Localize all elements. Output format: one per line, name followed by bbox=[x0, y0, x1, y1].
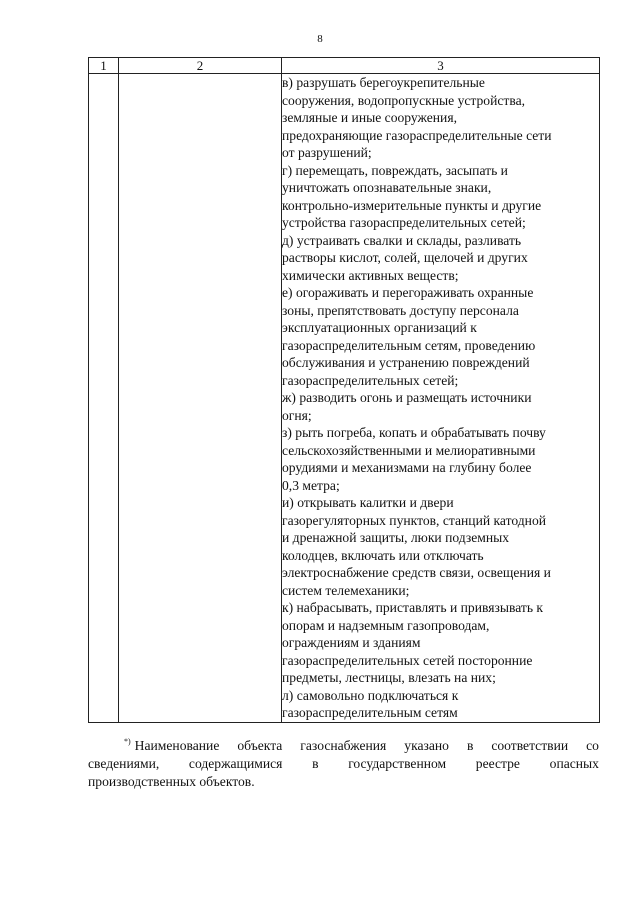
footnote-word: соответствии bbox=[491, 738, 569, 753]
text-line: орудиями и механизмами на глубину более bbox=[282, 460, 532, 475]
footnote-word: указано bbox=[404, 738, 449, 753]
text-line: д) устраивать свалки и склады, разливать bbox=[282, 232, 522, 248]
text-line: газораспределительных сетей посторонние bbox=[282, 652, 533, 668]
footnote-word: государственном bbox=[348, 756, 447, 771]
text-line: химически активных веществ; bbox=[282, 267, 459, 283]
text-line: эксплуатационных организаций к bbox=[282, 320, 477, 335]
footnote-word: опасных bbox=[549, 756, 599, 771]
text-line: газорегуляторных пунктов, станций катодной bbox=[282, 512, 547, 528]
text-line: систем телемеханики; bbox=[282, 582, 410, 598]
column-header-1: 1 bbox=[89, 58, 119, 74]
footnote-word: Наименование bbox=[134, 738, 220, 753]
text-line: контрольно-измерительные пункты и другие bbox=[282, 197, 542, 213]
text-line: ж) разводить огонь и размещать источники bbox=[282, 390, 532, 405]
text-line: з) рыть погреба, копать и обрабатывать почву bbox=[282, 425, 546, 440]
table-cell-col2 bbox=[119, 74, 282, 723]
text-line: и) открывать калитки и двери bbox=[282, 495, 454, 510]
document-table bbox=[88, 57, 600, 723]
footnote-word: содержащимися bbox=[188, 756, 283, 771]
text-line: опорам и надземным газопроводам, bbox=[282, 617, 490, 633]
text-line: в) разрушать берегоукрепительные bbox=[282, 75, 485, 90]
footnote-line-2 bbox=[88, 755, 599, 773]
text-line: колодцев, включать или отключать bbox=[282, 547, 484, 563]
footnote-word: в bbox=[466, 738, 474, 753]
footnote-word: газоснабжения bbox=[300, 738, 387, 753]
text-line: предметы, лестницы, влезать на них; bbox=[282, 670, 496, 685]
text-line: обслуживания и устранению повреждений bbox=[282, 355, 530, 370]
footnote bbox=[88, 737, 599, 791]
text-line: л) самовольно подключаться к bbox=[282, 687, 459, 703]
table-cell-col3 bbox=[282, 74, 600, 723]
footnote-word: в bbox=[312, 756, 319, 771]
footnote-marker: *) bbox=[124, 737, 131, 747]
text-line: электроснабжение средств связи, освещения и bbox=[282, 565, 551, 580]
footnote-word: реестре bbox=[475, 756, 520, 771]
table-header-row bbox=[89, 58, 600, 74]
text-line: сооружения, водопропускные устройства, bbox=[282, 92, 526, 108]
text-line: газораспределительных сетей; bbox=[282, 372, 459, 388]
footnote-line-1 bbox=[88, 737, 599, 755]
text-line: и дренажной защиты, люки подземных bbox=[282, 530, 510, 545]
text-line: земляные и иные сооружения, bbox=[282, 110, 457, 125]
column-header-3: 3 bbox=[282, 58, 600, 74]
column-header-2: 2 bbox=[119, 58, 282, 74]
text-line: устройства газораспределительных сетей; bbox=[282, 215, 526, 230]
page-number: 8 bbox=[317, 33, 323, 45]
text-line: газораспределительным сетям bbox=[282, 705, 458, 720]
table-row bbox=[89, 74, 600, 723]
footnote-first-word bbox=[124, 737, 219, 755]
footnote-line-3: производственных объектов. bbox=[88, 774, 255, 789]
table-cell-col1 bbox=[89, 74, 119, 723]
footnote-word: объекта bbox=[237, 738, 283, 753]
text-line: газораспределительным сетям, проведению bbox=[282, 337, 536, 353]
text-line: уничтожать опознавательные знаки, bbox=[282, 180, 492, 195]
text-line: к) набрасывать, приставлять и привязывать к bbox=[282, 600, 544, 615]
footnote-word: со bbox=[586, 738, 599, 753]
text-line: зоны, препятствовать доступу персонала bbox=[282, 302, 519, 318]
text-line: от разрушений; bbox=[282, 145, 372, 160]
text-line: растворы кислот, солей, щелочей и других bbox=[282, 250, 528, 265]
footnote-word: сведениями, bbox=[88, 756, 160, 771]
text-line: г) перемещать, повреждать, засыпать и bbox=[282, 162, 508, 178]
text-line: сельскохозяйственными и мелиоративными bbox=[282, 442, 536, 458]
text-line: огня; bbox=[282, 407, 312, 423]
text-line: предохраняющие газораспределительные сети bbox=[282, 127, 552, 143]
text-line: ограждениям и зданиям bbox=[282, 635, 421, 650]
text-line: 0,3 метра; bbox=[282, 477, 340, 493]
text-line: е) огораживать и перегораживать охранные bbox=[282, 285, 534, 300]
